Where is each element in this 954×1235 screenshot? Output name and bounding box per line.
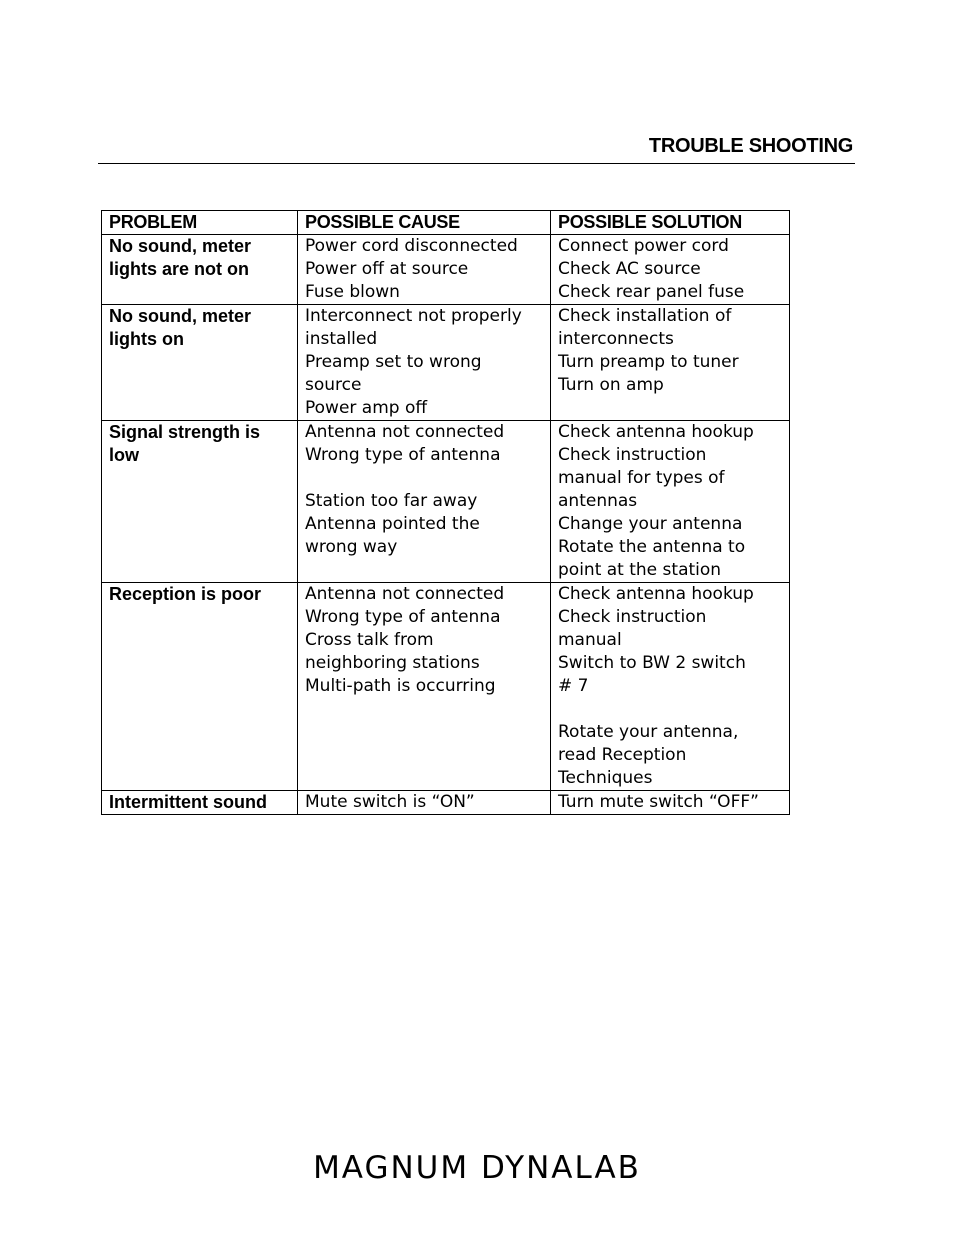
column-header-solution: POSSIBLE SOLUTION — [551, 211, 790, 235]
solution-cell: Check antenna hookup Check instruction manual for types of antennas Change your antenna Rotate the antenna to point at the station — [551, 421, 790, 583]
cause-cell: Mute switch is “ON” — [298, 791, 551, 815]
cause-cell: Antenna not connected Wrong type of antenna Cross talk from neighboring stations Multi-path is occurring — [298, 583, 551, 791]
brand-logo: MAGNUM DYNALAB — [313, 1150, 641, 1186]
header-divider — [98, 163, 855, 164]
troubleshooting-table — [101, 210, 790, 815]
problem-cell: Signal strength is low — [102, 421, 298, 583]
cause-cell: Power cord disconnected Power off at source Fuse blown — [298, 235, 551, 305]
table-row — [102, 791, 790, 815]
cause-cell: Interconnect not properly installed Preamp set to wrong source Power amp off — [298, 305, 551, 421]
column-header-problem: PROBLEM — [102, 211, 298, 235]
solution-cell: Check antenna hookup Check instruction manual Switch to BW 2 switch # 7 Rotate your antenna, read Reception Techniques — [551, 583, 790, 791]
column-header-cause: POSSIBLE CAUSE — [298, 211, 551, 235]
table-row — [102, 235, 790, 305]
problem-cell: Intermittent sound — [102, 791, 298, 815]
solution-cell: Turn mute switch “OFF” — [551, 791, 790, 815]
problem-cell: No sound, meter lights on — [102, 305, 298, 421]
table-row — [102, 421, 790, 583]
table-row — [102, 305, 790, 421]
solution-cell: Check installation of interconnects Turn preamp to tuner Turn on amp — [551, 305, 790, 421]
table-header-row — [102, 211, 790, 235]
problem-cell: No sound, meter lights are not on — [102, 235, 298, 305]
cause-cell: Antenna not connected Wrong type of antenna Station too far away Antenna pointed the wrong way — [298, 421, 551, 583]
problem-cell: Reception is poor — [102, 583, 298, 791]
solution-cell: Connect power cord Check AC source Check rear panel fuse — [551, 235, 790, 305]
table-row — [102, 583, 790, 791]
page-title: TROUBLE SHOOTING — [648, 135, 853, 157]
